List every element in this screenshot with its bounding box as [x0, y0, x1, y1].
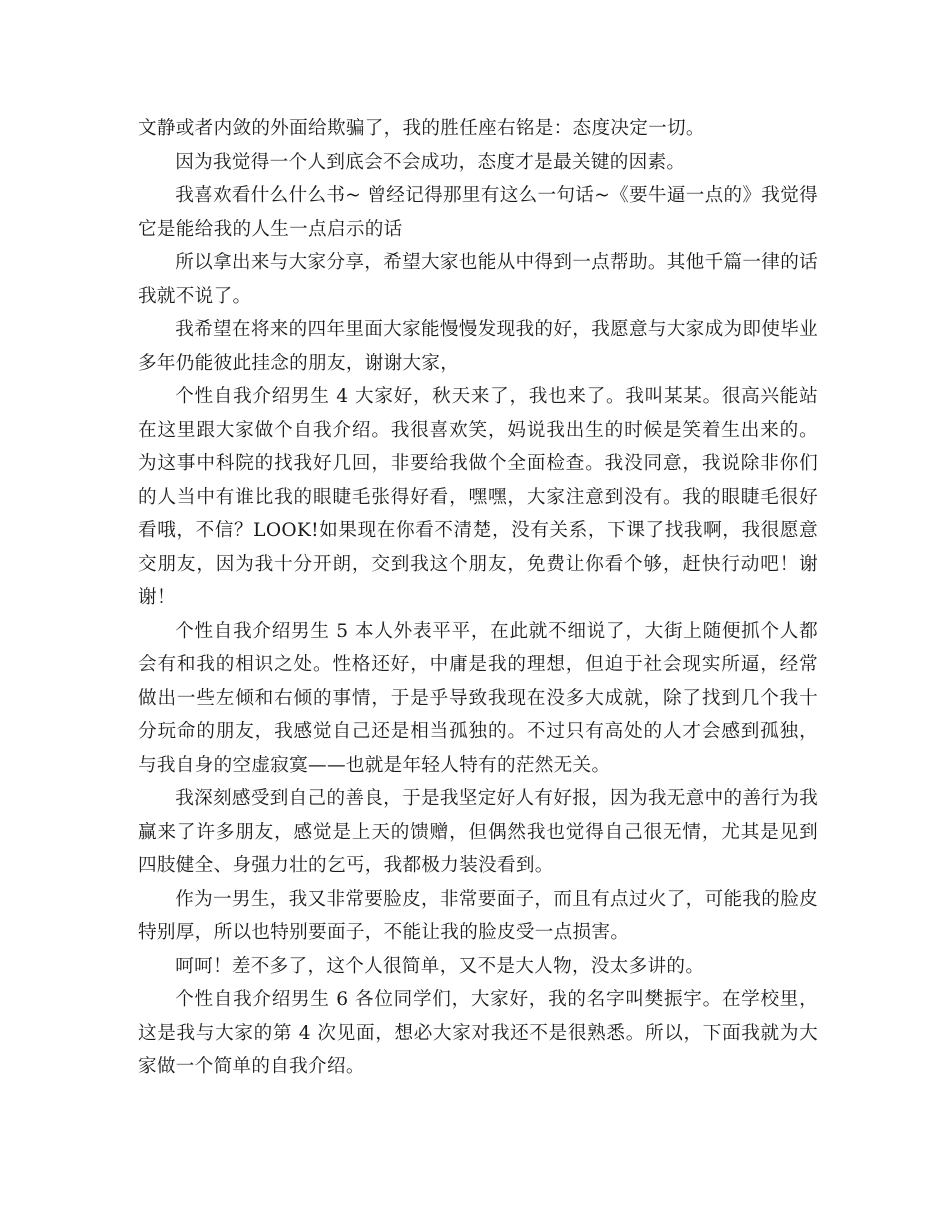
paragraph-7: 个性自我介绍男生 5 本人外表平平，在此就不细说了，大街上随便抓个人都会有和我的相识之处。性格还好，中庸是我的理想，但迫于社会现实所逼，经常做出一些左倾和右倾的事情，于是乎导致我现在没多大成就，除了找到几个我十分玩命的朋友，我感觉自己还是相当孤独的。不过只有高处的人才会感到孤独，与我自身的空虚寂寞——也就是年轻人特有的茫然无关。: [138, 620, 818, 776]
paragraph-5: 我希望在将来的四年里面大家能慢慢发现我的好，我愿意与大家成为即使毕业多年仍能彼此挂念的朋友，谢谢大家，: [138, 319, 818, 374]
paragraph-11: 个性自我介绍男生 6 各位同学们，大家好，我的名字叫樊振宇。在学校里，这是我与大家的第 4 次见面，想必大家对我还不是很熟悉。所以，下面我就为大家做一个简单的自我介绍。: [138, 989, 818, 1077]
paragraph-6: 个性自我介绍男生 4 大家好，秋天来了，我也来了。我叫某某。很高兴能站在这里跟大家做个自我介绍。我很喜欢笑，妈说我出生的时候是笑着生出来的。为这事中科院的找我好几回，非要给我做个全面检查。我没同意，我说除非你们的人当中有谁比我的眼睫毛张得好看，嘿嘿，大家注意到没有。我的眼睫毛很好看哦，不信？LOOK!如果现在你看不清楚，没有关系，下课了找我啊，我很愿意交朋友，因为我十分开朗，交到我这个朋友，免费让你看个够，赶快行动吧！谢谢！: [138, 386, 818, 608]
document-body: [138, 112, 818, 1084]
paragraph-4: 所以拿出来与大家分享，希望大家也能从中得到一点帮助。其他千篇一律的话我就不说了。: [138, 252, 818, 307]
paragraph-2: 因为我觉得一个人到底会不会成功，态度才是最关键的因素。: [175, 151, 686, 173]
paragraph-3: 我喜欢看什么什么书~ 曾经记得那里有这么一句话~《要牛逼一点的》我觉得它是能给我的人生一点启示的话: [138, 185, 818, 240]
paragraph-9: 作为一男生，我又非常要脸皮，非常要面子，而且有点过火了，可能我的脸皮特别厚，所以也特别要面子，不能让我的脸皮受一点损害。: [138, 888, 818, 943]
paragraph-10: 呵呵！差不多了，这个人很简单，又不是大人物，没太多讲的。: [175, 955, 705, 977]
paragraph-1: 文静或者内敛的外面给欺骗了，我的胜任座右铭是：态度决定一切。: [138, 118, 705, 139]
paragraph-8: 我深刻感受到自己的善良，于是我坚定好人有好报，因为我无意中的善行为我赢来了许多朋友，感觉是上天的馈赠，但偶然我也觉得自己很无情，尤其是见到四肢健全、身强力壮的乞丐，我都极力装没看到。: [138, 788, 818, 876]
